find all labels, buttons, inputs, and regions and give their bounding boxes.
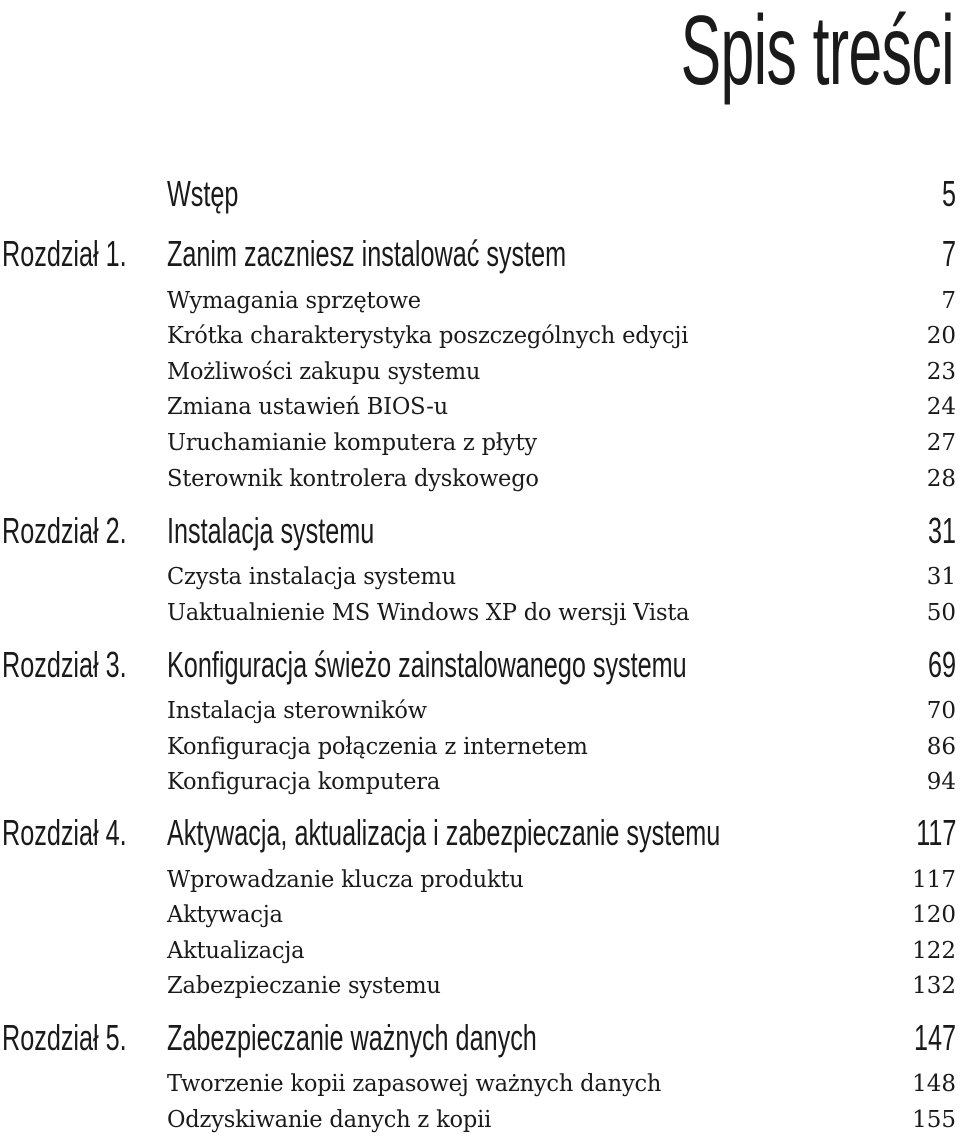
toc-section-row[interactable]	[0, 351, 960, 387]
chapter-label: Rozdział 5.	[2, 1017, 127, 1058]
section-title: Instalacja sterowników	[167, 698, 427, 724]
toc-section-row[interactable]	[0, 556, 960, 592]
toc-section-row[interactable]	[0, 690, 960, 726]
section-page: 20	[926, 323, 956, 349]
toc-chapter-row[interactable]	[0, 644, 960, 685]
chapter-page: 147	[913, 1017, 956, 1058]
section-page: 86	[926, 734, 956, 760]
toc-chapter-row[interactable]	[0, 510, 960, 551]
chapter-label: Rozdział 3.	[2, 644, 127, 685]
chapter-page: 69	[927, 644, 956, 685]
toc-section-row[interactable]	[0, 894, 960, 930]
section-title: Wprowadzanie klucza produktu	[167, 867, 524, 893]
chapter-label: Rozdział 4.	[2, 812, 127, 853]
toc-section-row[interactable]	[0, 1099, 960, 1135]
section-page: 117	[912, 867, 956, 893]
chapter-title: Zanim zaczniesz instalować system	[167, 233, 567, 274]
chapter-page: 7	[941, 233, 956, 274]
toc-section-row[interactable]	[0, 859, 960, 895]
section-page: 148	[912, 1071, 956, 1097]
section-title: Tworzenie kopii zapasowej ważnych danych	[167, 1071, 662, 1097]
chapter-label: Rozdział 2.	[2, 510, 127, 551]
section-title: Wymagania sprzętowe	[167, 288, 421, 314]
section-page: 24	[926, 394, 956, 420]
section-title: Odzyskiwanie danych z kopii	[167, 1107, 492, 1133]
chapter-label: Rozdział 1.	[2, 233, 127, 274]
section-page: 122	[912, 938, 956, 964]
section-page: 50	[926, 600, 956, 626]
section-title: Czysta instalacja systemu	[167, 564, 456, 590]
toc-section-row[interactable]	[0, 965, 960, 1001]
section-title: Uruchamianie komputera z płyty	[167, 430, 537, 456]
toc-chapter-row[interactable]	[0, 1017, 960, 1058]
section-title: Możliwości zakupu systemu	[167, 359, 481, 385]
section-title: Krótka charakterystyka poszczególnych edycji	[167, 323, 689, 349]
section-title: Konfiguracja komputera	[167, 769, 441, 795]
section-title: Uaktualnienie MS Windows XP do wersji Vista	[167, 600, 690, 626]
toc-chapter-row[interactable]	[0, 233, 960, 274]
toc-section-row[interactable]	[0, 315, 960, 351]
section-title: Aktualizacja	[167, 938, 305, 964]
chapter-page: 31	[927, 510, 956, 551]
toc-section-row[interactable]	[0, 930, 960, 966]
chapter-title: Konfiguracja świeżo zainstalowanego systemu	[167, 644, 687, 685]
section-page: 120	[912, 902, 956, 928]
intro-page: 5	[941, 173, 956, 214]
section-page: 23	[926, 359, 956, 385]
chapter-title: Zabezpieczanie ważnych danych	[167, 1017, 537, 1058]
section-page: 28	[926, 466, 956, 492]
section-page: 31	[926, 564, 956, 590]
toc-section-row[interactable]	[0, 1063, 960, 1099]
toc-intro-row[interactable]	[0, 173, 960, 214]
toc-section-row[interactable]	[0, 386, 960, 422]
section-page: 27	[926, 430, 956, 456]
toc-section-row[interactable]	[0, 280, 960, 316]
section-title: Konfiguracja połączenia z internetem	[167, 734, 588, 760]
toc-section-row[interactable]	[0, 458, 960, 494]
section-title: Aktywacja	[167, 902, 283, 928]
chapter-title: Instalacja systemu	[167, 510, 375, 551]
toc-section-row[interactable]	[0, 761, 960, 797]
intro-title: Wstęp	[167, 173, 239, 214]
section-title: Zmiana ustawień BIOS-u	[167, 394, 448, 420]
section-title: Sterownik kontrolera dyskowego	[167, 466, 539, 492]
chapter-title: Aktywacja, aktualizacja i zabezpieczanie systemu	[167, 812, 721, 853]
section-page: 94	[926, 769, 956, 795]
section-page: 70	[926, 698, 956, 724]
section-page: 7	[941, 288, 956, 314]
section-page: 132	[912, 973, 956, 999]
section-page: 155	[912, 1107, 956, 1133]
chapter-page: 117	[915, 812, 956, 853]
toc-section-row[interactable]	[0, 726, 960, 762]
toc-chapter-row[interactable]	[0, 812, 960, 853]
page-title: Spis treści	[680, 0, 954, 105]
toc-section-row[interactable]	[0, 422, 960, 458]
toc-section-row[interactable]	[0, 592, 960, 628]
section-title: Zabezpieczanie systemu	[167, 973, 441, 999]
